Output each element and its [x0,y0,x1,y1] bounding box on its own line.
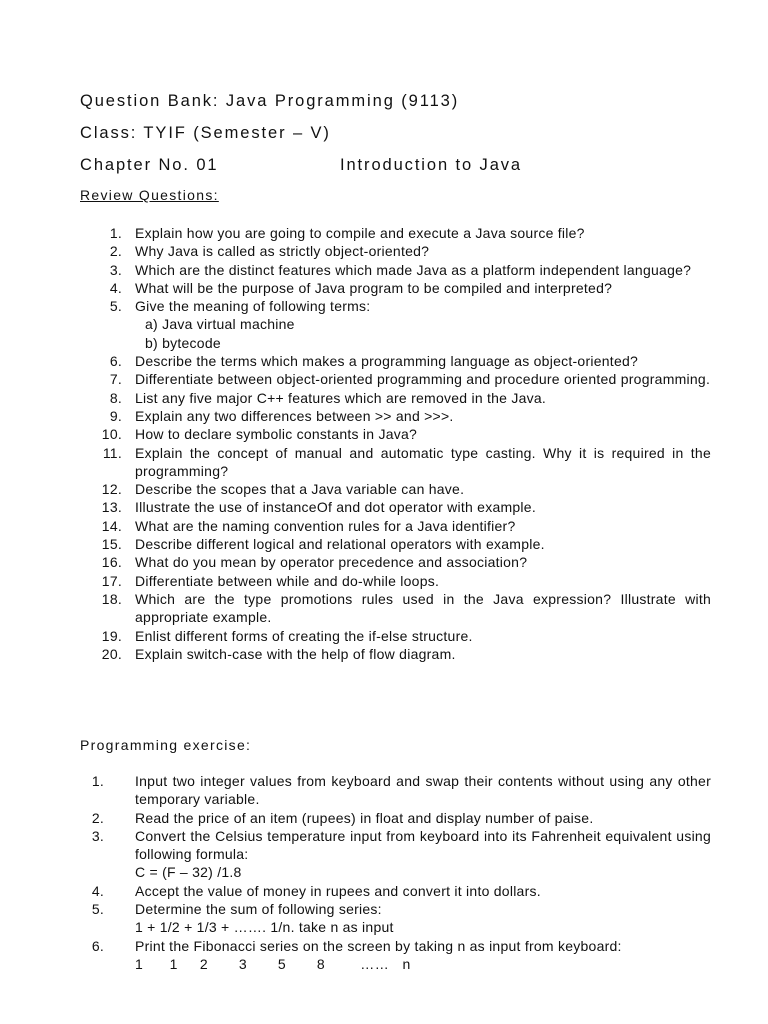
item-number: 16. [101,554,122,571]
fibonacci-line: 1 1 2 3 5 8 …… n [135,955,411,972]
list-item [0,517,711,535]
list-item [0,297,711,352]
item-number: 20. [101,645,122,662]
item-text: What do you mean by operator precedence and association? [135,554,528,571]
item-text: Explain the concept of manual and automatic type casting. Why it is required in the programming? [135,444,711,479]
item-text: Explain how you are going to compile and execute a Java source file? [135,225,585,241]
list-item [0,645,711,663]
item-text: Which are the distinct features which made Java as a platform independent language? [135,261,692,278]
list-item [0,407,711,425]
item-number: 8. [109,389,122,406]
list-item [0,279,711,297]
list-item [0,370,711,388]
list-item [0,352,711,370]
list-item [0,627,711,645]
chapter-number: Chapter No. 01 [80,156,219,174]
item-number: 3. [109,261,122,278]
list-item [0,572,711,590]
list-item [0,389,711,407]
item-number: 5. [109,298,122,315]
item-number: 18. [101,590,122,607]
item-number: 6. [91,937,104,954]
sublist-item: a) Java virtual machine [145,316,295,333]
item-text: Print the Fibonacci series on the screen by taking n as input from keyboard: [135,937,622,954]
item-text: What are the naming convention rules for a Java identifier? [135,517,516,534]
programming-exercise-heading: Programming exercise: [80,737,252,753]
sublist-item: b) bytecode [145,334,221,351]
list-item [0,498,711,516]
item-number: 17. [101,572,122,589]
item-text: Differentiate between object-oriented programming and procedure oriented programming. [135,371,711,388]
list-item [0,937,711,974]
item-number: 1. [91,773,104,789]
item-number: 6. [109,353,122,370]
list-item [0,242,711,260]
item-number: 10. [101,426,122,443]
item-number: 4. [109,279,122,296]
terms-sublist [135,315,711,352]
list-item [0,261,711,279]
list-item [0,553,711,571]
item-number: 5. [91,901,104,918]
item-text: Explain any two differences between >> and >>>. [135,407,454,424]
class-line: Class: TYIF (Semester – V) [80,124,331,142]
item-number: 12. [101,481,122,498]
item-text: Why Java is called as strictly object-oriented? [135,243,430,260]
list-item [0,772,711,809]
review-questions-list [0,224,711,663]
list-item [0,224,711,242]
item-text: How to declare symbolic constants in Java? [135,426,418,443]
page-title: Question Bank: Java Programming (9113) [80,92,460,110]
item-text: Describe different logical and relational operators with example. [135,536,545,553]
item-text: Convert the Celsius temperature input from keyboard into its Fahrenheit equivalent using following formula: [135,827,711,863]
item-text: Explain switch-case with the help of flow diagram. [135,645,456,662]
list-item [0,882,711,900]
item-text: Read the price of an item (rupees) in float and display number of paise. [135,809,594,826]
item-text: Input two integer values from keyboard and swap their contents without using any other temporary variable. [135,773,711,808]
item-text: Accept the value of money in rupees and convert it into dollars. [135,882,541,899]
item-number: 4. [91,882,104,899]
item-text: Illustrate the use of instanceOf and dot operator with example. [135,499,536,516]
item-text: Determine the sum of following series: [135,901,382,918]
item-text: Which are the type promotions rules used in the Java expression? Illustrate with appropriate example. [135,590,711,626]
formula-line: C = (F – 32) /1.8 [135,864,242,881]
item-text: List any five major C++ features which are removed in the Java. [135,389,547,406]
item-number: 14. [101,517,122,534]
item-number: 7. [109,371,122,388]
list-item [0,900,711,937]
item-text: Describe the terms which makes a programming language as object-oriented? [135,353,639,370]
item-number: 11. [102,444,122,461]
item-number: 3. [91,827,104,844]
list-item [0,827,711,882]
item-number: 19. [101,627,122,644]
chapter-line [80,156,523,175]
item-number: 13. [101,499,122,516]
list-item [0,809,711,827]
item-text: What will be the purpose of Java program to be compiled and interpreted? [135,279,613,296]
item-number: 15. [101,536,122,553]
list-item [0,590,711,627]
item-number: 9. [109,407,122,424]
review-questions-heading: Review Questions: [80,187,219,203]
item-number: 2. [109,243,122,260]
item-number: 1. [109,225,122,241]
item-text: Enlist different forms of creating the if-else structure. [135,627,473,644]
programming-exercise-list [0,772,711,973]
list-item [0,444,711,481]
list-item [0,480,711,498]
item-text: Give the meaning of following terms: [135,298,371,315]
series-line: 1 + 1/2 + 1/3 + ……. 1/n. take n as input [135,919,394,936]
list-item [0,535,711,553]
item-number: 2. [91,809,104,826]
list-item [0,425,711,443]
item-text: Differentiate between while and do-while loops. [135,572,440,589]
chapter-title: Introduction to Java [340,156,523,174]
item-text: Describe the scopes that a Java variable can have. [135,481,465,498]
